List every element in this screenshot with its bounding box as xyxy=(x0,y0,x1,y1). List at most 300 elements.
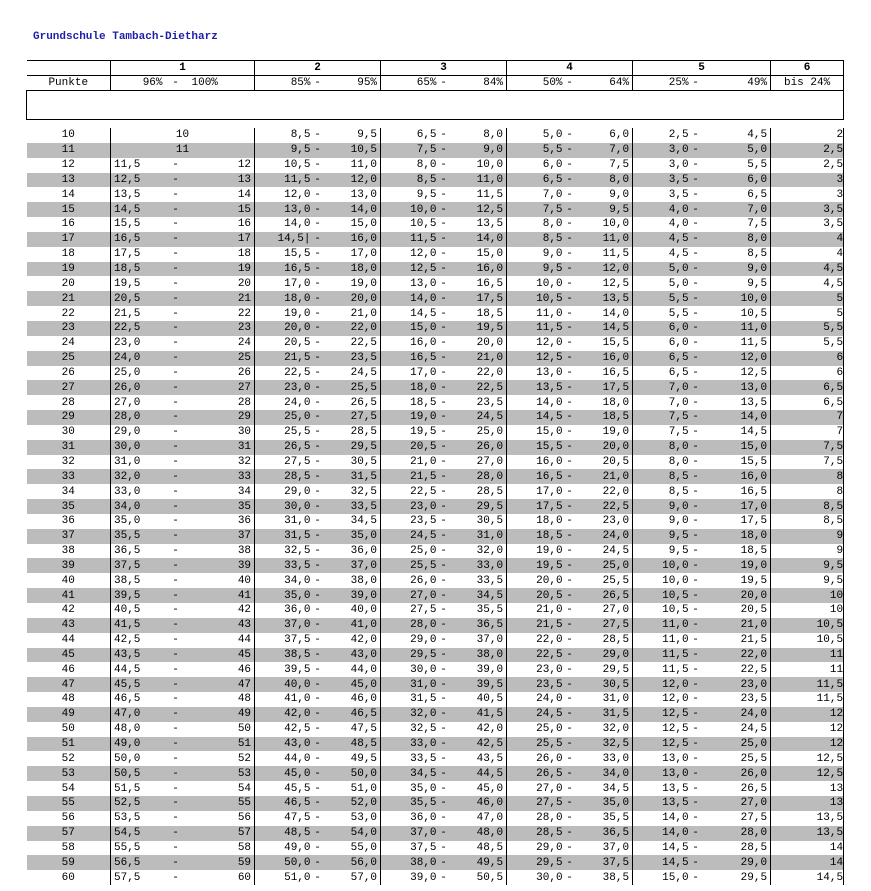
grade2-from: 32,5 xyxy=(255,544,311,559)
points-cell: 15 xyxy=(27,202,111,217)
grade1-to: 18 xyxy=(237,248,252,261)
table-row xyxy=(27,187,844,202)
grade1-to: 32 xyxy=(237,455,252,468)
grade2-from: 51,0 xyxy=(255,870,311,885)
grade2-from: 44,0 xyxy=(255,751,311,766)
grade3-from: 8,5 xyxy=(381,173,437,188)
grade5-to: 26,0 xyxy=(703,766,771,781)
grade5-to: 14,0 xyxy=(703,410,771,425)
grade4-from: 7,0 xyxy=(507,187,563,202)
grade4-to: 36,5 xyxy=(577,826,633,841)
grade5-to: 22,5 xyxy=(740,663,768,676)
grade3-dash: - xyxy=(437,440,451,455)
table-row xyxy=(27,811,844,826)
grade5-dash: - xyxy=(689,410,703,425)
grade3-dash: - xyxy=(440,485,447,498)
grade5-dash: - xyxy=(692,663,699,676)
grade4-from: 18,5 xyxy=(507,529,563,544)
grade5-to: 24,5 xyxy=(740,723,768,736)
grade4-from: 20,0 xyxy=(507,573,563,588)
grade1-dash: - xyxy=(163,558,189,573)
grade2-to: 40,0 xyxy=(350,604,378,617)
grade-header-row xyxy=(27,61,844,76)
grade1-to: 50 xyxy=(237,723,252,736)
grade4-dash: - xyxy=(566,188,573,201)
grade4-to: 12,5 xyxy=(602,277,630,290)
grade2-to: 14,0 xyxy=(325,202,381,217)
grade3-to: 40,5 xyxy=(476,693,504,706)
grade3-from: 16,5 xyxy=(381,351,437,366)
grade2-to: 31,5 xyxy=(325,469,381,484)
grade4-to: 30,5 xyxy=(577,677,633,692)
grade4-to: 31,5 xyxy=(577,707,633,722)
grade5-to: 15,0 xyxy=(703,440,771,455)
table-row xyxy=(27,469,844,484)
grade5-dash: - xyxy=(689,143,703,158)
grade1-to: 19 xyxy=(189,262,255,277)
grade2-dash: - xyxy=(311,469,325,484)
g3-dash: - xyxy=(437,76,451,91)
grade1-from: 42,5 xyxy=(111,633,163,648)
grade3-to: 19,5 xyxy=(451,321,507,336)
points-cell: 31 xyxy=(27,440,111,455)
grade2-to: 19,0 xyxy=(350,277,378,290)
points-cell: 51 xyxy=(27,737,111,752)
grade3-dash: - xyxy=(437,588,451,603)
grade6-cell: 14 xyxy=(771,855,844,870)
grade1-from: 50,0 xyxy=(111,751,163,766)
grade2-dash: - xyxy=(311,232,325,247)
grade2-dash: - xyxy=(311,796,325,811)
grade2-from: 27,5 xyxy=(255,455,311,470)
points-cell: 53 xyxy=(27,766,111,781)
grade1-to: 26 xyxy=(237,366,252,379)
points-cell: 23 xyxy=(27,321,111,336)
grade3-dash: - xyxy=(440,841,447,854)
table-row xyxy=(27,648,844,663)
grade4-to: 17,5 xyxy=(577,380,633,395)
table-row xyxy=(27,380,844,395)
grade1-from: 44,5 xyxy=(111,662,163,677)
grade6-cell: 12 xyxy=(771,707,844,722)
table-row xyxy=(27,766,844,781)
grade3-from: 35,0 xyxy=(381,781,437,796)
grade1-dash: - xyxy=(172,159,179,172)
grade1-from: 38,5 xyxy=(111,573,163,588)
grade5-to: 23,0 xyxy=(703,677,771,692)
grade1-to: 22 xyxy=(237,307,252,320)
grade4-from: 5,0 xyxy=(507,128,563,143)
grade1-from: 54,5 xyxy=(111,826,163,841)
points-rows xyxy=(27,128,844,885)
grade3-from: 34,5 xyxy=(381,766,437,781)
grade4-from: 13,0 xyxy=(507,366,563,381)
grade4-from: 6,0 xyxy=(507,158,563,173)
grade2-to: 10,5 xyxy=(325,143,381,158)
grade2-from: 47,5 xyxy=(255,811,311,826)
grade1-to: 41 xyxy=(189,588,255,603)
grade3-to: 22,0 xyxy=(476,366,504,379)
points-cell: 14 xyxy=(61,188,75,201)
points-cell: 25 xyxy=(27,351,111,366)
grade5-to: 29,5 xyxy=(740,871,768,884)
grade3-dash: - xyxy=(437,737,451,752)
grade2-dash: - xyxy=(314,396,321,409)
grade3-dash: - xyxy=(437,766,451,781)
grade3-from: 24,5 xyxy=(381,529,437,544)
grade2-dash: - xyxy=(314,752,321,765)
grade5-to: 10,0 xyxy=(703,291,771,306)
grade1-to: 55 xyxy=(189,796,255,811)
grade2-to: 46,5 xyxy=(325,707,381,722)
grade5-dash: - xyxy=(692,396,699,409)
grade5-from: 14,5 xyxy=(633,841,689,856)
grade4-to: 19,0 xyxy=(602,426,630,439)
grade5-to: 27,5 xyxy=(740,812,768,825)
grade6-cell: 13,5 xyxy=(771,826,844,841)
grade5-from: 6,0 xyxy=(633,321,689,336)
table-row xyxy=(27,855,844,870)
grade1-from: 25,0 xyxy=(111,366,163,381)
grade4-to: 28,5 xyxy=(602,634,630,647)
grade4-from: 9,0 xyxy=(507,247,563,262)
grade3-from: 25,5 xyxy=(381,558,437,573)
grade1-from: 31,0 xyxy=(111,455,163,470)
grade1-from: 35,0 xyxy=(111,514,163,529)
grade3-from: 18,0 xyxy=(381,380,437,395)
grade2-from: 39,5 xyxy=(255,662,311,677)
grade3-from: 17,0 xyxy=(381,366,437,381)
grade1-dash: - xyxy=(172,604,179,617)
points-cell: 18 xyxy=(61,248,75,261)
grade5-from: 7,5 xyxy=(633,425,689,440)
grade2-dash: - xyxy=(314,693,321,706)
grade4-dash: - xyxy=(566,663,573,676)
grade1-from: 15,5 xyxy=(111,217,163,232)
grade2-dash: - xyxy=(314,663,321,676)
grade4-from: 8,5 xyxy=(507,232,563,247)
grade5-from: 5,0 xyxy=(633,262,689,277)
grade5-dash: - xyxy=(692,366,699,379)
grade1-dash: - xyxy=(172,723,179,736)
grade5-from: 15,0 xyxy=(633,870,689,885)
grade3-dash: - xyxy=(437,558,451,573)
grade3-to: 30,5 xyxy=(476,515,504,528)
grade1-from: 33,0 xyxy=(111,484,163,499)
grade2-dash: - xyxy=(311,529,325,544)
grade2-from: 48,5 xyxy=(255,826,311,841)
grade4-from: 13,5 xyxy=(507,380,563,395)
grade4-to: 21,0 xyxy=(577,469,633,484)
grade1-from: 47,0 xyxy=(111,707,163,722)
grade5-to: 10,5 xyxy=(740,307,768,320)
grade3-to: 16,5 xyxy=(476,277,504,290)
grade1-from: 29,0 xyxy=(111,425,163,440)
grade3-from: 27,5 xyxy=(381,603,437,618)
grade6-cell: 5 xyxy=(771,306,844,321)
grade2-from: 37,5 xyxy=(255,633,311,648)
grade2-dash: - xyxy=(314,871,321,884)
grade5-to: 9,5 xyxy=(747,277,768,290)
grade3-to: 13,5 xyxy=(476,218,504,231)
grade4-to: 20,5 xyxy=(602,455,630,468)
grade5-from: 4,5 xyxy=(633,232,689,247)
grade3-from: 31,5 xyxy=(381,692,437,707)
grade2-to: 35,0 xyxy=(325,529,381,544)
table-row xyxy=(27,737,844,752)
grade2-to: 41,0 xyxy=(325,618,381,633)
grade5-to: 13,5 xyxy=(740,396,768,409)
grade3-dash: - xyxy=(440,188,447,201)
grade3-dash: - xyxy=(440,159,447,172)
grade5-from: 8,0 xyxy=(633,455,689,470)
grade6-cell: 12,5 xyxy=(771,766,844,781)
grade2-to: 29,5 xyxy=(325,440,381,455)
spacer-gap-row xyxy=(27,120,844,129)
grade2-from: 16,5 xyxy=(255,262,311,277)
grade4-to: 14,0 xyxy=(602,307,630,320)
grade4-dash: - xyxy=(566,218,573,231)
grade5-from: 14,0 xyxy=(633,811,689,826)
grade5-from: 5,0 xyxy=(633,276,689,291)
points-cell: 45 xyxy=(27,648,111,663)
grade5-from: 12,0 xyxy=(633,677,689,692)
grade2-dash: - xyxy=(311,499,325,514)
grade1-from: 30,0 xyxy=(111,440,163,455)
grade3-dash: - xyxy=(437,677,451,692)
grade1-to: 16 xyxy=(237,218,252,231)
points-cell: 22 xyxy=(61,307,75,320)
grade6-cell: 6 xyxy=(771,351,844,366)
grade3-from: 37,5 xyxy=(381,841,437,856)
grade4-to: 29,0 xyxy=(577,648,633,663)
grade5-from: 13,5 xyxy=(633,796,689,811)
grade5-from: 11,0 xyxy=(633,633,689,648)
grade2-from: 46,5 xyxy=(255,796,311,811)
grade1-dash: - xyxy=(172,337,179,350)
grade2-dash: - xyxy=(314,515,321,528)
grade3-to: 12,5 xyxy=(451,202,507,217)
grade3-from: 6,5 xyxy=(381,128,437,143)
table-row xyxy=(27,410,844,425)
grade1-dash: - xyxy=(172,485,179,498)
grade2-to: 13,0 xyxy=(350,188,378,201)
grade5-dash: - xyxy=(692,337,699,350)
g5-dash: - xyxy=(689,76,703,91)
grade5-from: 4,0 xyxy=(633,202,689,217)
grade5-from: 6,5 xyxy=(633,366,689,381)
grade1-to: 37 xyxy=(189,529,255,544)
grade2-from: 25,0 xyxy=(255,410,311,425)
grade1-dash: - xyxy=(172,515,179,528)
grade4-dash: - xyxy=(566,455,573,468)
table-row xyxy=(27,395,844,410)
grade6-cell: 7 xyxy=(771,425,844,440)
grade1-to: 27 xyxy=(189,380,255,395)
grade4-from: 26,5 xyxy=(507,766,563,781)
grade5-to: 21,0 xyxy=(703,618,771,633)
document-title: Grundschule Tambach-Dietharz xyxy=(33,31,218,43)
table-row xyxy=(27,351,844,366)
grade3-dash: - xyxy=(437,143,451,158)
grade2-to: 50,0 xyxy=(325,766,381,781)
points-cell: 32 xyxy=(61,455,75,468)
grade1-to: 23 xyxy=(189,321,255,336)
grade1-dash: - xyxy=(172,248,179,261)
grade1-to: 39 xyxy=(189,558,255,573)
g1-to: 100% xyxy=(189,76,255,91)
points-cell: 30 xyxy=(61,426,75,439)
grade1-to: 56 xyxy=(237,812,252,825)
grade2-to: 54,0 xyxy=(325,826,381,841)
grade2-from: 41,0 xyxy=(255,692,311,707)
grade4-to: 34,0 xyxy=(577,766,633,781)
grade6-cell: 9 xyxy=(771,544,844,559)
grade2-dash: - xyxy=(311,648,325,663)
grade1-from: 45,5 xyxy=(111,677,163,692)
grade3-dash: - xyxy=(437,262,451,277)
grade3-dash: - xyxy=(437,351,451,366)
grade3-to: 22,5 xyxy=(451,380,507,395)
grade3-to: 47,0 xyxy=(476,812,504,825)
grade3-to: 50,5 xyxy=(476,871,504,884)
grade5-to: 26,5 xyxy=(740,782,768,795)
grade5-from: 6,0 xyxy=(633,336,689,351)
grade1-from: 23,0 xyxy=(111,336,163,351)
grade1-to: 54 xyxy=(237,782,252,795)
grade1-dash: - xyxy=(172,218,179,231)
grade1-to: 21 xyxy=(189,291,255,306)
grade3-from: 33,5 xyxy=(381,751,437,766)
grade1-dash: - xyxy=(163,499,189,514)
grade5-dash: - xyxy=(692,188,699,201)
grade5-from: 4,0 xyxy=(633,217,689,232)
table-row xyxy=(27,573,844,588)
grade4-from: 25,0 xyxy=(507,722,563,737)
grade1-from: 55,5 xyxy=(111,841,163,856)
grade3-dash: - xyxy=(437,855,451,870)
grade6-cell: 4,5 xyxy=(771,276,844,291)
grade3-from: 28,0 xyxy=(381,618,437,633)
grade5-dash: - xyxy=(692,129,699,142)
grade2-dash: - xyxy=(314,723,321,736)
grade3-from: 22,5 xyxy=(381,484,437,499)
grade2-from: 49,0 xyxy=(255,841,311,856)
grade5-to: 16,0 xyxy=(703,469,771,484)
grade3-from: 16,0 xyxy=(381,336,437,351)
grade3-from: 33,0 xyxy=(381,737,437,752)
grade2-from: 50,0 xyxy=(255,855,311,870)
grade4-dash: - xyxy=(563,202,577,217)
grade5-to: 11,0 xyxy=(703,321,771,336)
grade2-from: 19,0 xyxy=(255,306,311,321)
grade1-dash: - xyxy=(163,855,189,870)
grade5-dash: - xyxy=(689,648,703,663)
grade3-dash: - xyxy=(437,202,451,217)
grade5-dash: - xyxy=(689,232,703,247)
grade2-from: 14,5| xyxy=(255,232,311,247)
grade2-dash: - xyxy=(311,291,325,306)
grade5-from: 3,0 xyxy=(633,143,689,158)
grade2-dash: - xyxy=(311,262,325,277)
grade5-to: 22,0 xyxy=(703,648,771,663)
grade2-from: 18,0 xyxy=(255,291,311,306)
grade4-from: 21,0 xyxy=(507,603,563,618)
grade-2-header: 2 xyxy=(255,61,381,76)
grade3-from: 29,0 xyxy=(381,633,437,648)
grade4-dash: - xyxy=(566,515,573,528)
grade2-dash: - xyxy=(311,618,325,633)
g1-from: 96% xyxy=(111,76,163,91)
grade4-to: 27,5 xyxy=(577,618,633,633)
grade5-from: 8,5 xyxy=(633,469,689,484)
grade5-from: 5,5 xyxy=(633,306,689,321)
grade4-dash: - xyxy=(563,796,577,811)
g4-dash: - xyxy=(563,76,577,91)
grade3-dash: - xyxy=(440,723,447,736)
grade3-from: 30,0 xyxy=(381,662,437,677)
grade3-from: 20,5 xyxy=(381,440,437,455)
grade5-dash: - xyxy=(692,455,699,468)
table-row xyxy=(27,514,844,529)
grade5-from: 14,5 xyxy=(633,855,689,870)
grade3-to: 42,5 xyxy=(451,737,507,752)
grade3-from: 35,5 xyxy=(381,796,437,811)
points-cell: 57 xyxy=(27,826,111,841)
grade2-from: 45,0 xyxy=(255,766,311,781)
grade3-from: 21,5 xyxy=(381,469,437,484)
g3-to: 84% xyxy=(451,76,507,91)
grade6-cell: 4 xyxy=(771,232,844,247)
grade3-from: 12,5 xyxy=(381,262,437,277)
grade2-from: 17,0 xyxy=(255,276,311,291)
grade1-dash: - xyxy=(172,455,179,468)
points-cell: 27 xyxy=(27,380,111,395)
points-cell: 24 xyxy=(61,337,75,350)
grade3-dash: - xyxy=(437,618,451,633)
grade3-from: 19,0 xyxy=(381,410,437,425)
table-row xyxy=(27,588,844,603)
grade4-dash: - xyxy=(566,604,573,617)
grade2-to: 55,0 xyxy=(350,841,378,854)
grade1-dash: - xyxy=(163,351,189,366)
grade2-to: 25,5 xyxy=(325,380,381,395)
grade2-to: 21,0 xyxy=(350,307,378,320)
grade1-dash: - xyxy=(163,529,189,544)
grade4-from: 19,5 xyxy=(507,558,563,573)
grade3-to: 27,0 xyxy=(476,455,504,468)
grade-1-header: 1 xyxy=(111,61,255,76)
grade5-dash: - xyxy=(692,782,699,795)
grade4-dash: - xyxy=(563,737,577,752)
grade1-from: 48,0 xyxy=(111,722,163,737)
grade5-from: 3,0 xyxy=(633,158,689,173)
grade3-from: 13,0 xyxy=(381,276,437,291)
grade6-cell: 8 xyxy=(771,484,844,499)
grade4-dash: - xyxy=(563,469,577,484)
grade4-dash: - xyxy=(566,366,573,379)
grade5-dash: - xyxy=(692,841,699,854)
grade1-from: 49,0 xyxy=(111,737,163,752)
grade1-to: 60 xyxy=(237,871,252,884)
grade5-to: 18,0 xyxy=(703,529,771,544)
grade5-to: 20,0 xyxy=(703,588,771,603)
grade1-to: 43 xyxy=(189,618,255,633)
grade1-cell: 11 xyxy=(111,143,255,158)
grade1-dash: - xyxy=(163,440,189,455)
grade4-to: 6,0 xyxy=(609,129,630,142)
grade4-from: 8,0 xyxy=(507,217,563,232)
